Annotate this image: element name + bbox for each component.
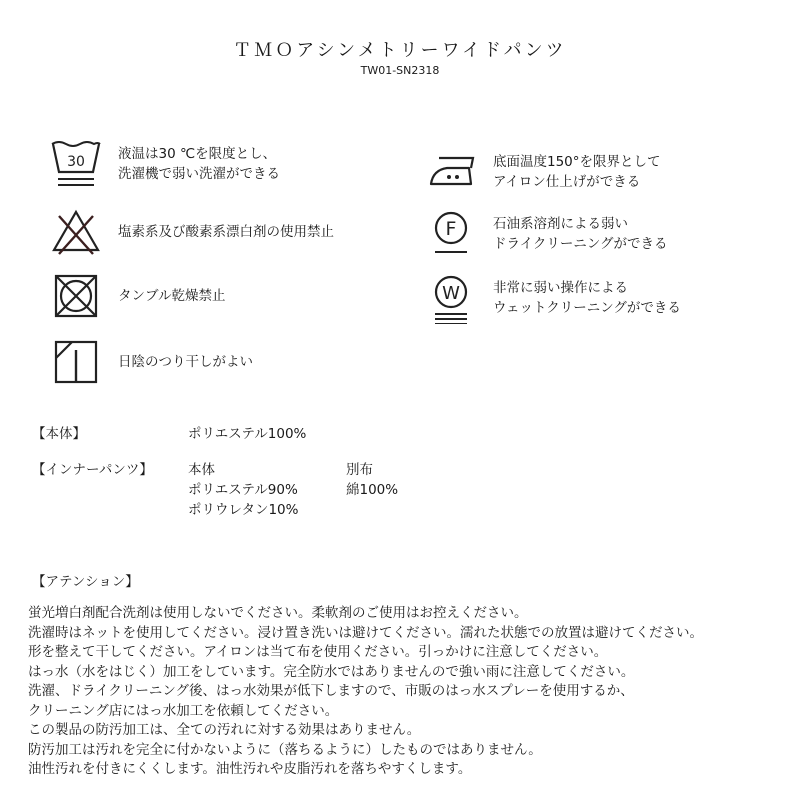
attention-line: 油性汚れを付きにくくします。油性汚れや皮脂汚れを落ちやすくします。 xyxy=(28,761,472,777)
no-tumble-dry-icon xyxy=(50,270,102,322)
attention-heading: 【アテンション】 xyxy=(32,574,139,590)
wash-temp-number: 30 xyxy=(67,154,85,170)
care-dryclean-line-2: ドライクリーニングができる xyxy=(493,236,668,252)
material-inner-col1-head: 本体 xyxy=(188,462,215,478)
care-iron-line-1: 底面温度150°を限界として xyxy=(493,154,661,170)
attention-line: 洗濯時はネットを使用してください。浸け置き洗いは避けてください。濡れた状態での放置は避けてください。 xyxy=(28,624,703,641)
care-dryclean-line-1: 石油系溶剤による弱い xyxy=(493,216,628,232)
no-bleach-icon xyxy=(50,206,102,258)
care-dryclean xyxy=(425,208,668,260)
attention-line: はっ水（水をはじく）加工をしています。完全防水ではありませんので強い雨に注意してください。 xyxy=(28,663,635,680)
material-inner-col2-head: 別布 xyxy=(346,462,373,478)
care-wash xyxy=(50,138,280,190)
care-wash-line-1: 液温は30 ℃を限度とし、 xyxy=(118,146,277,162)
care-wetclean xyxy=(425,272,681,324)
material-inner-col2-line-1: 綿100% xyxy=(346,482,399,498)
care-wash-line-2: 洗濯機で弱い洗濯ができる xyxy=(118,166,280,182)
dryclean-letter: F xyxy=(445,218,457,240)
care-tumble xyxy=(50,270,225,322)
washtub-30-icon xyxy=(50,138,102,190)
wetclean-letter: W xyxy=(442,283,460,304)
material-inner-label: 【インナーパンツ】 xyxy=(32,462,153,478)
care-dry xyxy=(50,336,253,388)
attention-line: 蛍光増白剤配合洗剤は使用しないでください。柔軟剤のご使用はお控えください。 xyxy=(28,605,528,621)
material-inner-col1-line-2: ポリウレタン10% xyxy=(188,502,299,518)
attention-line: 形を整えて干してください。アイロンは当て布を使用ください。引っかけに注意してください。 xyxy=(28,644,608,660)
attention-line: この製品の防汚加工は、全ての汚れに対する効果はありません。 xyxy=(28,722,421,738)
care-bleach-line-1: 塩素系及び酸素系漂白剤の使用禁止 xyxy=(118,224,334,240)
material-body-label: 【本体】 xyxy=(32,426,86,442)
wet-clean-w-icon xyxy=(425,272,477,324)
attention-line: クリーニング店にはっ水加工を依頼してください。 xyxy=(28,702,339,719)
product-title: ＴＭＯアシンメトリーワイドパンツ xyxy=(233,40,567,61)
care-wetclean-line-1: 非常に弱い操作による xyxy=(493,280,628,296)
material-inner-col1-line-1: ポリエステル90% xyxy=(188,482,298,498)
care-iron xyxy=(425,146,661,198)
care-dry-line-1: 日陰のつり干しがよい xyxy=(118,354,253,370)
attention-line: 洗濯、ドライクリーニング後、はっ水効果が低下しますので、市販のはっ水スプレーを使用するか、 xyxy=(28,683,634,699)
dry-clean-f-icon xyxy=(425,208,477,260)
care-tumble-line-1: タンブル乾燥禁止 xyxy=(118,288,226,304)
care-iron-line-2: アイロン仕上げができる xyxy=(493,174,641,190)
product-code: TW01-SN2318 xyxy=(360,64,440,77)
care-bleach xyxy=(50,206,334,258)
iron-medium-icon xyxy=(425,146,477,198)
care-wetclean-line-2: ウェットクリーニングができる xyxy=(493,300,681,316)
attention-line: 防汚加工は汚れを完全に付かないように（落ちるように）したものではありません。 xyxy=(28,741,542,758)
shade-line-dry-icon xyxy=(50,336,102,388)
attention-text xyxy=(28,604,703,780)
material-body-value: ポリエステル100% xyxy=(188,426,307,442)
